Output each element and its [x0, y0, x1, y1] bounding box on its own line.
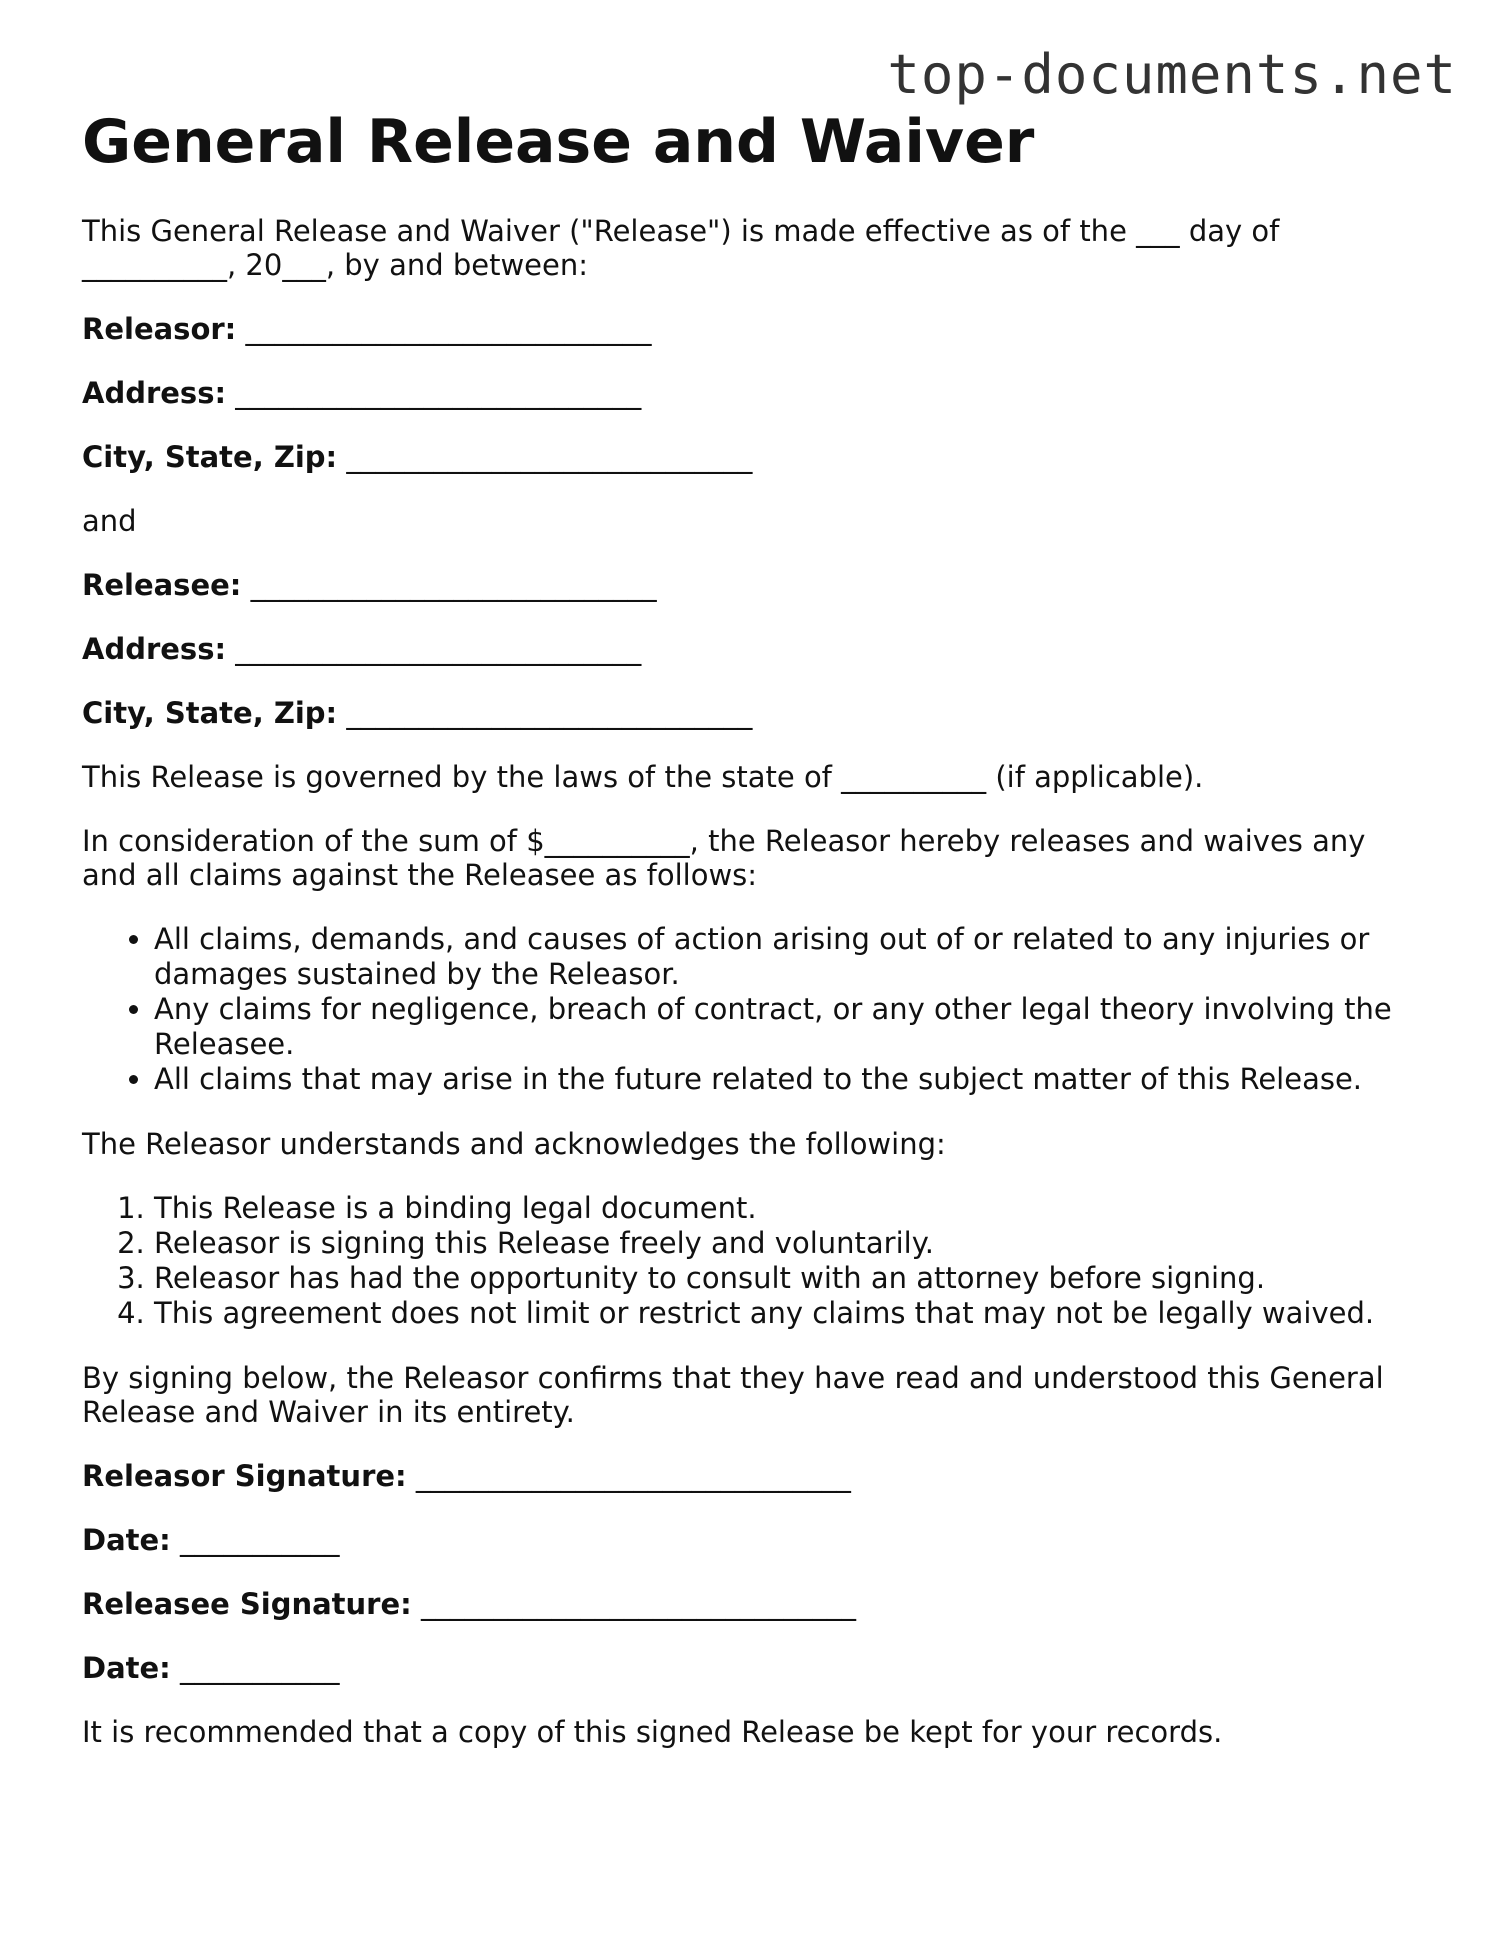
releasee-name-label: Releasee:	[82, 568, 242, 602]
confirmation-paragraph: By signing below, the Releasor confirms that they have read and understood this General Release and Waiver in its entirety.	[82, 1361, 1384, 1429]
and-text: and	[82, 504, 137, 538]
releasor-signature-blank: ______________________________	[415, 1459, 851, 1493]
acknowledgement-item: 1. This Release is a binding legal document.	[154, 1191, 1422, 1226]
releasee-date-field	[82, 1651, 1422, 1685]
governing-law-paragraph: This Release is governed by the laws of the state of __________ (if applicable).	[82, 760, 1204, 794]
acknowledgement-item: 3. Releasor has had the opportunity to consult with an attorney before signing.	[154, 1261, 1422, 1296]
releasor-signature-label: Releasor Signature:	[82, 1459, 407, 1493]
footer-note: It is recommended that a copy of this signed Release be kept for your records.	[82, 1715, 1223, 1749]
releasee-address-blank: ____________________________	[235, 632, 642, 666]
intro-paragraph: This General Release and Waiver ("Release") is made effective as of the ___ day of __________, 20___, by and between:	[82, 214, 1280, 282]
consideration-paragraph: In consideration of the sum of $__________, the Releasor hereby releases and waives any and all claims against the Releasee as follows:	[82, 824, 1366, 892]
claims-list-item: • All claims that may arise in the future related to the subject matter of this Release.	[154, 1062, 1422, 1097]
releasee-city-blank: ____________________________	[346, 696, 753, 730]
releasee-city-label: City, State, Zip:	[82, 696, 338, 730]
document-page	[82, 104, 1422, 1749]
claims-list-item: • All claims, demands, and causes of action arising out of or related to any injuries or damages sustained by the Releasor.	[154, 922, 1422, 992]
releasee-name-blank: ____________________________	[250, 568, 657, 602]
releasee-address-field	[82, 632, 1422, 666]
releasee-signature-blank: ______________________________	[420, 1587, 856, 1621]
releasor-city-blank: ____________________________	[346, 440, 753, 474]
releasor-name-field	[82, 312, 1422, 346]
releasor-address-field	[82, 376, 1422, 410]
claims-list-item: • Any claims for negligence, breach of contract, or any other legal theory involving the Releasee.	[154, 992, 1422, 1062]
releasee-date-blank: ___________	[180, 1651, 340, 1685]
releasee-signature-label: Releasee Signature:	[82, 1587, 412, 1621]
releasee-address-label: Address:	[82, 632, 227, 666]
releasor-name-label: Releasor:	[82, 312, 237, 346]
releasor-date-label: Date:	[82, 1523, 171, 1557]
releasor-date-blank: ___________	[180, 1523, 340, 1557]
releasor-name-blank: ____________________________	[245, 312, 652, 346]
acknowledgements-list	[82, 1191, 1422, 1331]
releasee-signature-field	[82, 1587, 1422, 1621]
releasee-city-field	[82, 696, 1422, 730]
releasor-city-field	[82, 440, 1422, 474]
acknowledgement-item: 4. This agreement does not limit or restrict any claims that may not be legally waived.	[154, 1296, 1422, 1331]
watermark: top-documents.net	[887, 43, 1457, 106]
releasor-signature-field	[82, 1459, 1422, 1493]
releasor-date-field	[82, 1523, 1422, 1557]
releasor-city-label: City, State, Zip:	[82, 440, 338, 474]
acknowledge-intro: The Releasor understands and acknowledges the following:	[82, 1127, 946, 1161]
acknowledgement-item: 2. Releasor is signing this Release freely and voluntarily.	[154, 1226, 1422, 1261]
releasor-address-label: Address:	[82, 376, 227, 410]
releasee-name-field	[82, 568, 1422, 602]
claims-list	[82, 922, 1422, 1097]
releasee-date-label: Date:	[82, 1651, 171, 1685]
releasor-address-blank: ____________________________	[235, 376, 642, 410]
document-title: General Release and Waiver	[82, 107, 1035, 177]
